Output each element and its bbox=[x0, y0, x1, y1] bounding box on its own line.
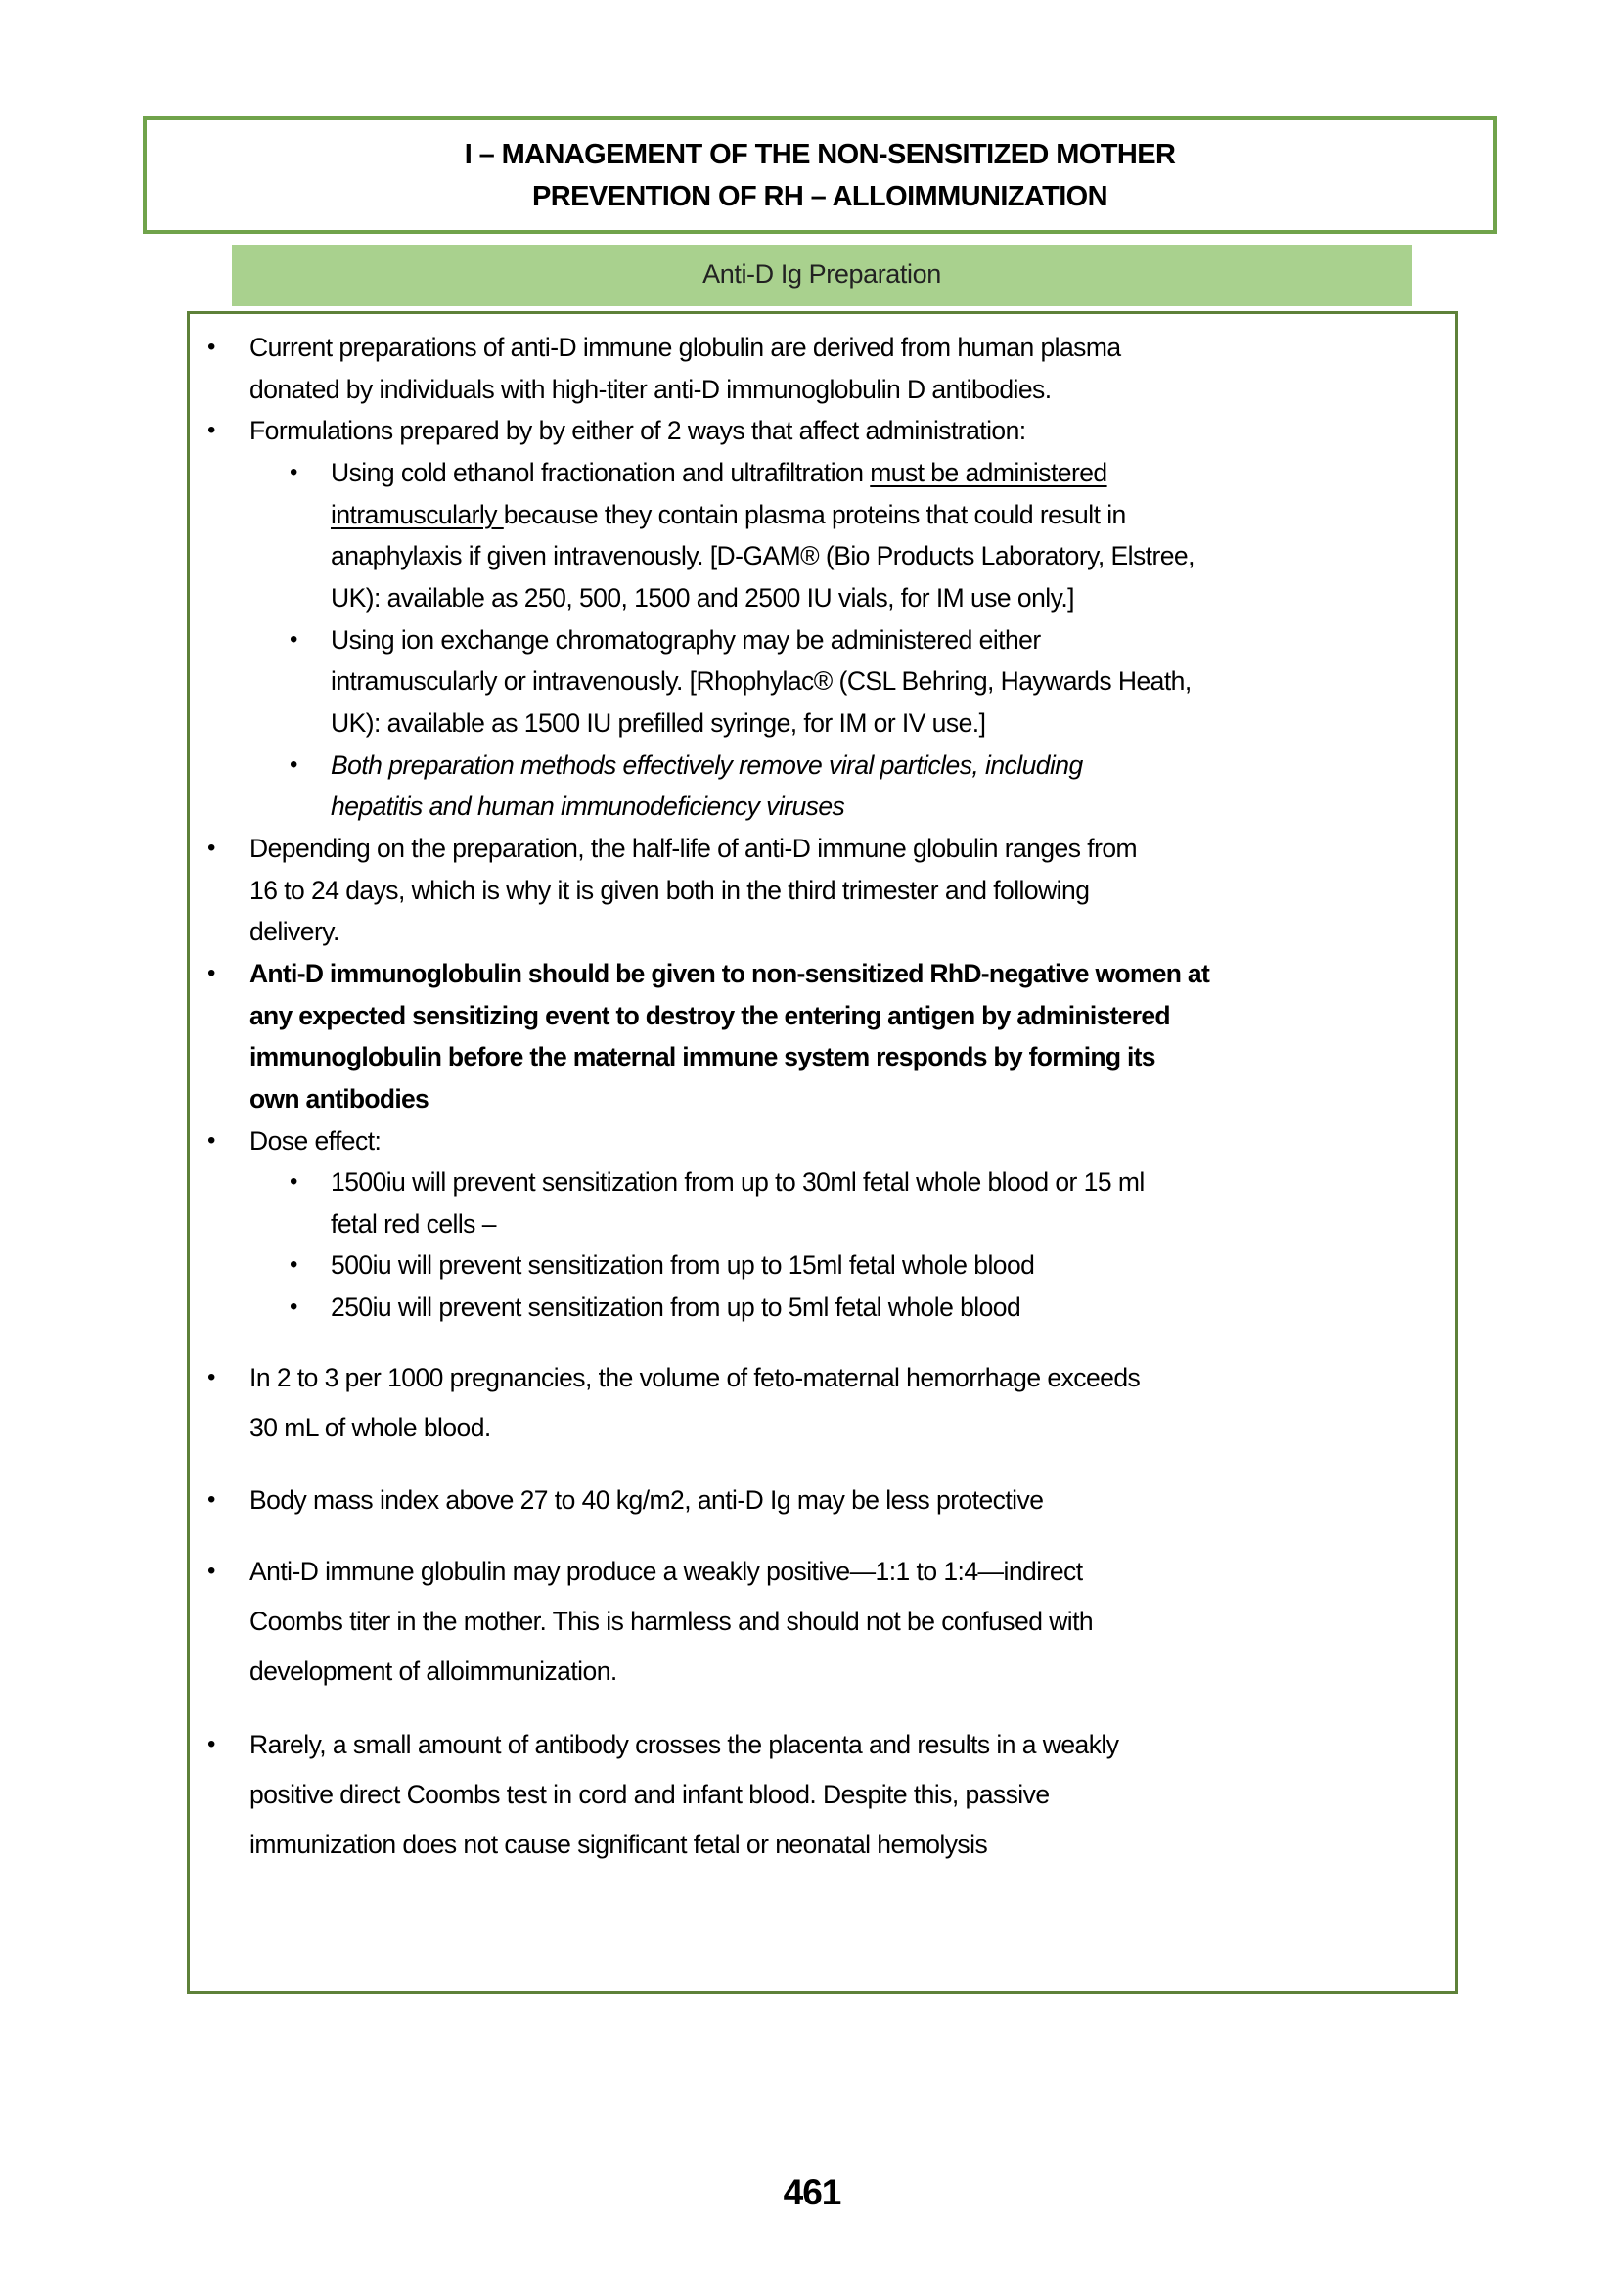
text-line: development of alloimmunization. bbox=[249, 1657, 617, 1686]
bullet-icon: • bbox=[207, 334, 216, 360]
text-line: Rarely, a small amount of antibody crosses the placenta and results in a weakly bbox=[249, 1730, 1119, 1759]
text-line bbox=[331, 457, 1107, 488]
text-line: Anti-D immune globulin may produce a weakly positive—1:1 to 1:4—indirect bbox=[249, 1557, 1083, 1586]
bullet-icon: • bbox=[290, 626, 298, 653]
text-line: Anti-D immunoglobulin should be given to non-sensitized RhD-negative women at bbox=[249, 959, 1210, 988]
text-line: 250iu will prevent sensitization from up to 5ml fetal whole blood bbox=[331, 1293, 1021, 1322]
text-line: Dose effect: bbox=[249, 1126, 382, 1156]
bullet-icon: • bbox=[207, 417, 216, 443]
text-line: 500iu will prevent sensitization from up to 15ml fetal whole blood bbox=[331, 1250, 1035, 1280]
bullet-icon: • bbox=[207, 1127, 216, 1154]
text-line: donated by individuals with high-titer anti-D immunoglobulin D antibodies. bbox=[249, 375, 1052, 404]
bullet-icon: • bbox=[207, 1558, 216, 1584]
text-line bbox=[331, 499, 1126, 530]
text-run: Using cold ethanol fractionation and ultrafiltration bbox=[331, 458, 871, 487]
text-run: because they contain plasma proteins that could result in bbox=[503, 500, 1126, 529]
text-line: 16 to 24 days, which is why it is given both in the third trimester and following bbox=[249, 876, 1090, 905]
bullet-icon: • bbox=[207, 960, 216, 986]
bullet-icon: • bbox=[290, 459, 298, 485]
bullet-icon: • bbox=[207, 1486, 216, 1513]
chapter-header-box bbox=[143, 116, 1497, 234]
text-line: Both preparation methods effectively remove viral particles, including bbox=[331, 750, 1083, 780]
text-line: fetal red cells – bbox=[331, 1209, 496, 1239]
chapter-title-line-1: I – MANAGEMENT OF THE NON-SENSITIZED MOTHER bbox=[464, 139, 1176, 170]
chapter-title-line-2: PREVENTION OF RH – ALLOIMMUNIZATION bbox=[532, 181, 1107, 212]
text-line: immunization does not cause significant fetal or neonatal hemolysis bbox=[249, 1830, 988, 1859]
text-line: UK): available as 250, 500, 1500 and 2500 IU vials, for IM use only.] bbox=[331, 583, 1074, 613]
bullet-icon: • bbox=[290, 1294, 298, 1320]
text-line: UK): available as 1500 IU prefilled syringe, for IM or IV use.] bbox=[331, 708, 986, 738]
text-line: anaphylaxis if given intravenously. [D-GAM® (Bio Products Laboratory, Elstree, bbox=[331, 541, 1195, 570]
bullet-icon: • bbox=[290, 751, 298, 778]
underlined-emphasis: intramuscularly bbox=[331, 500, 504, 529]
bullet-icon: • bbox=[207, 835, 216, 861]
text-line: 1500iu will prevent sensitization from up to 30ml fetal whole blood or 15 ml bbox=[331, 1167, 1145, 1197]
text-line: hepatitis and human immunodeficiency viruses bbox=[331, 792, 845, 821]
text-line: Depending on the preparation, the half-life of anti-D immune globulin ranges from bbox=[249, 834, 1138, 863]
text-line: immunoglobulin before the maternal immune system responds by forming its bbox=[249, 1042, 1155, 1071]
text-line: delivery. bbox=[249, 917, 339, 946]
text-line: positive direct Coombs test in cord and infant blood. Despite this, passive bbox=[249, 1780, 1050, 1809]
underlined-emphasis: must be administered bbox=[870, 458, 1107, 487]
text-line: Coombs titer in the mother. This is harmless and should not be confused with bbox=[249, 1607, 1094, 1636]
text-line: Body mass index above 27 to 40 kg/m2, anti-D Ig may be less protective bbox=[249, 1485, 1044, 1515]
text-line: In 2 to 3 per 1000 pregnancies, the volume of feto-maternal hemorrhage exceeds bbox=[249, 1363, 1141, 1392]
section-title: Anti-D Ig Preparation bbox=[702, 259, 941, 289]
text-line: Using ion exchange chromatography may be administered either bbox=[331, 625, 1041, 655]
text-line: intramuscularly or intravenously. [Rhophylac® (CSL Behring, Haywards Heath, bbox=[331, 666, 1192, 696]
section-title-bar bbox=[232, 245, 1412, 306]
bullet-icon: • bbox=[290, 1251, 298, 1278]
text-line: 30 mL of whole blood. bbox=[249, 1413, 491, 1442]
bullet-icon: • bbox=[207, 1731, 216, 1757]
text-line: Current preparations of anti-D immune globulin are derived from human plasma bbox=[249, 333, 1121, 362]
text-line: own antibodies bbox=[249, 1084, 429, 1113]
bullet-icon: • bbox=[207, 1364, 216, 1390]
page-number: 461 bbox=[783, 2172, 841, 2212]
text-line: Formulations prepared by by either of 2 ways that affect administration: bbox=[249, 416, 1026, 445]
bullet-icon: • bbox=[290, 1168, 298, 1195]
text-line: any expected sensitizing event to destroy the entering antigen by administered bbox=[249, 1001, 1170, 1030]
